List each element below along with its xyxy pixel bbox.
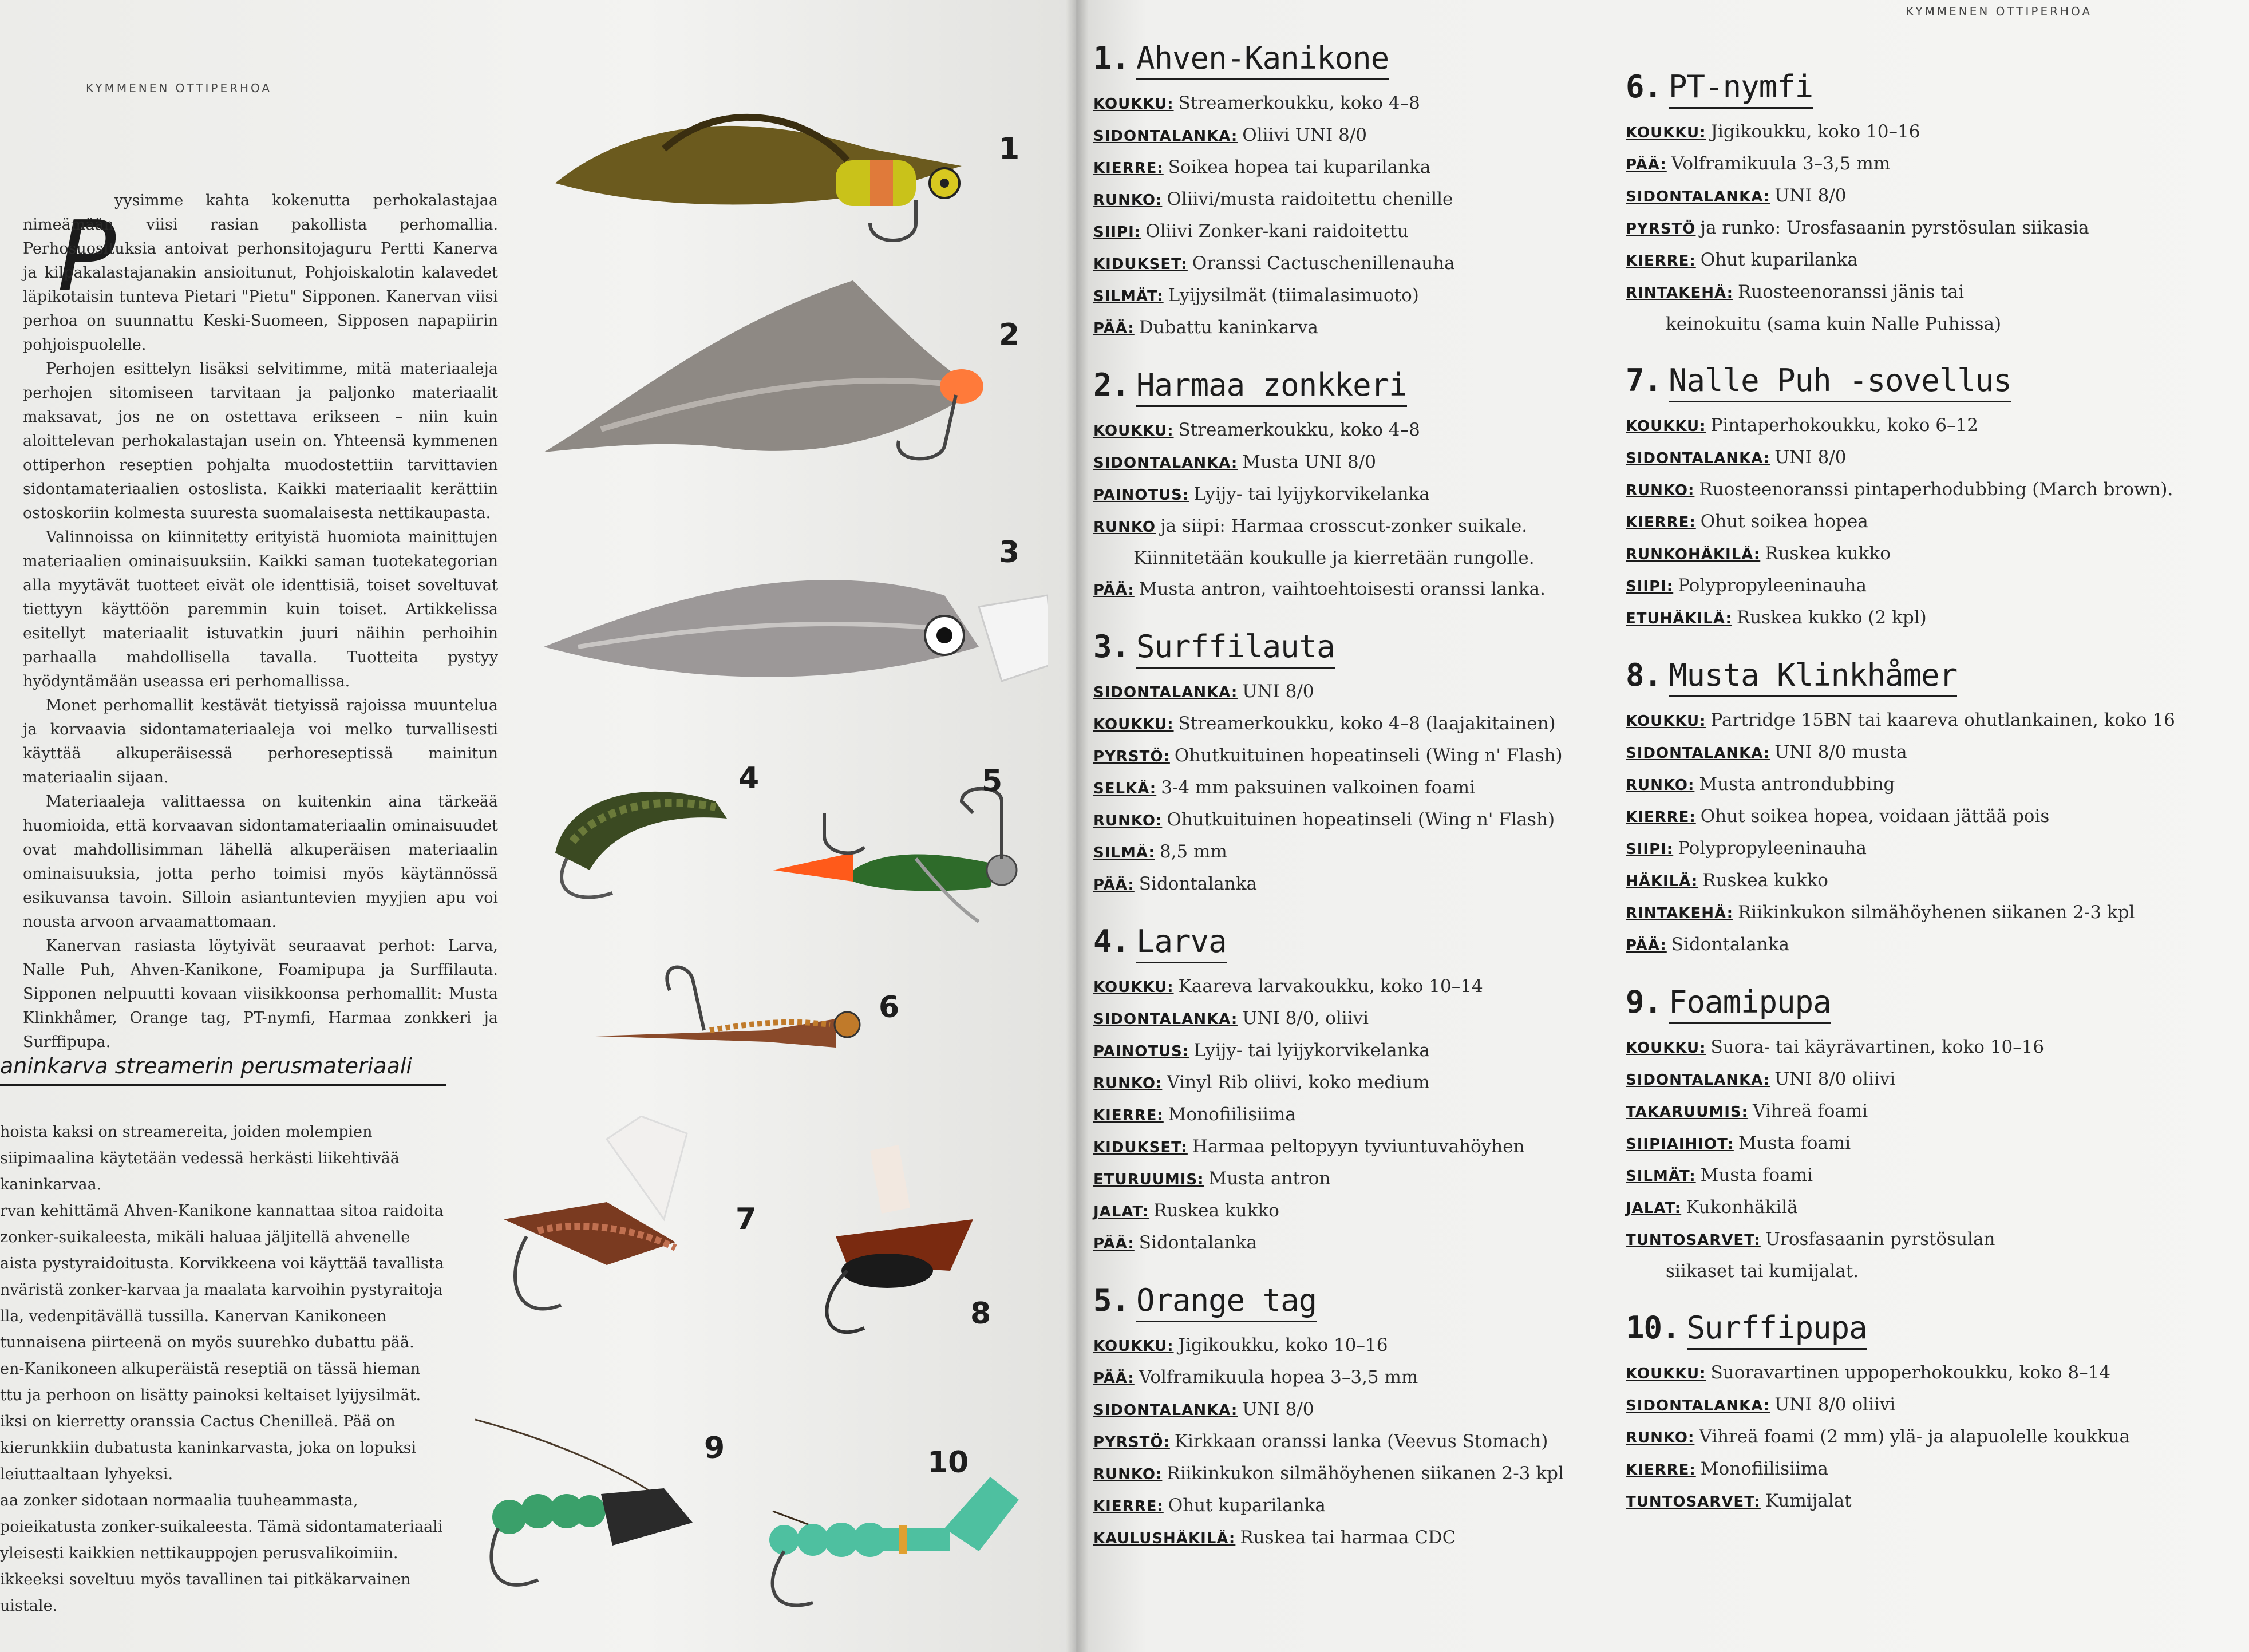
fly-number-4: 4: [738, 761, 760, 796]
recipe-line-label: KIERRE:: [1626, 809, 1696, 826]
recipe-line-text: Ruskea kukko: [1153, 1200, 1279, 1221]
recipe-line-text: Sidontalanka: [1671, 934, 1789, 955]
recipe-line-label: RUNKO:: [1093, 192, 1163, 209]
recipe-line-label: TUNTOSARVET:: [1626, 1232, 1761, 1249]
recipe-line: [1626, 180, 2244, 212]
recipe-line: [1626, 1421, 2244, 1453]
recipe-title: [1093, 923, 1626, 959]
recipe-foamipupa: [1626, 984, 2244, 1287]
subsection-paragraph: hoista kaksi on streamereita, joiden molempien siipimaalina käytetään vedessä herkästi liikehtivää kaninkarvaa.: [0, 1123, 400, 1193]
recipe-line: [1626, 1256, 2244, 1287]
fly-photo-1: [550, 63, 996, 246]
recipe-number: 5.: [1093, 1282, 1130, 1318]
recipe-line: [1093, 88, 1626, 120]
recipe-line: [1626, 705, 2244, 737]
recipe-line: [1093, 543, 1626, 574]
subsection-text: [0, 1119, 446, 1619]
recipe-line: [1626, 506, 2244, 538]
recipe-line-label: SIIPI:: [1093, 224, 1141, 241]
recipe-name: Larva: [1136, 923, 1227, 963]
recipe-line-text: siikaset tai kumijalat.: [1666, 1261, 1859, 1282]
recipe-line-label: KAULUSHÄKILÄ:: [1093, 1530, 1236, 1547]
recipe-line-text: Kukonhäkilä: [1686, 1197, 1798, 1218]
recipe-line-label: SIDONTALANKA:: [1093, 455, 1238, 472]
recipe-line-label: RUNKO:: [1626, 482, 1695, 499]
fly-photo-5: [773, 778, 1030, 927]
recipe-line-label: KIERRE:: [1626, 252, 1696, 270]
recipe-line: [1093, 1163, 1626, 1195]
recipe-line-label: SIDONTALANKA:: [1626, 450, 1770, 467]
recipe-line-text: Ohut kuparilanka: [1168, 1495, 1326, 1516]
recipe-line-text: Riikinkukon silmähöyhenen siikanen 2-3 kpl: [1167, 1463, 1564, 1484]
recipe-line-text: Ruskea kukko (2 kpl): [1736, 607, 1927, 628]
recipe-line-label: PAINOTUS:: [1093, 487, 1189, 504]
recipe-line-text: Musta antron: [1208, 1168, 1331, 1189]
recipe-line-text: Polypropyleeninauha: [1678, 575, 1867, 596]
recipe-line-label: PÄÄ:: [1093, 1235, 1135, 1252]
recipe-line: [1626, 801, 2244, 833]
recipe-line-text: 3-4 mm paksuinen valkoinen foami: [1161, 777, 1475, 798]
recipe-title: [1626, 984, 2244, 1020]
recipe-line-text: Streamerkoukku, koko 4–8: [1178, 420, 1420, 440]
recipe-title: [1093, 40, 1626, 76]
recipe-line: [1093, 971, 1626, 1003]
recipe-number: 8.: [1626, 657, 1662, 693]
subsection-title: aninkarva streamerin perusmateriaali: [0, 1053, 446, 1086]
recipe-line-text: UNI 8/0 musta: [1774, 742, 1907, 762]
intro-paragraph: Kanervan rasiasta löytyivät seuraavat perhot: Larva, Nalle Puh, Ahven-Kanikone, Foamipupa ja Surffilauta. Sipponen nelpuutti kovaan viisikkoonsa perhomallit: Musta Klinkhåmer, Orange tag, PT-nymfi, Harmaa zonkkeri ja Surffipupa.: [23, 937, 498, 1051]
recipe-line: [1093, 216, 1626, 248]
fly-photo-4: [532, 761, 738, 910]
recipe-line-text: Monofiilisiima: [1700, 1459, 1828, 1479]
recipe-column-right: [1626, 69, 2244, 1540]
recipe-name: Orange tag: [1136, 1282, 1317, 1322]
recipe-line-text: Lyijysilmät (tiimalasimuoto): [1168, 285, 1419, 306]
recipe-line-text: Monofiilisiima: [1168, 1104, 1296, 1125]
recipe-surffipupa: [1626, 1310, 2244, 1517]
recipe-line-label: SILMÄ:: [1093, 844, 1155, 861]
recipe-line: [1626, 1224, 2244, 1256]
recipe-line-label: PÄÄ:: [1093, 582, 1135, 599]
recipe-line-label: TUNTOSARVET:: [1626, 1493, 1761, 1511]
recipe-surffilauta: [1093, 629, 1626, 900]
recipe-line-text: Ohut soikea hopea, voidaan jättää pois: [1700, 806, 2050, 827]
recipe-line: [1626, 309, 2244, 339]
fly-number-7: 7: [736, 1202, 757, 1236]
recipe-name: Harmaa zonkkeri: [1136, 367, 1407, 407]
recipe-line: [1093, 1195, 1626, 1227]
recipe-line-text: UNI 8/0 oliivi: [1774, 1394, 1896, 1415]
recipe-line-label: SIDONTALANKA:: [1626, 1072, 1770, 1089]
recipe-line: [1093, 1003, 1626, 1035]
recipe-line-label: RUNKO:: [1093, 1075, 1163, 1092]
recipe-line-text: Soikea hopea tai kuparilanka: [1168, 157, 1431, 177]
recipe-title: [1093, 367, 1626, 403]
recipe-number: 6.: [1626, 69, 1662, 105]
fly-photo-6: [595, 956, 870, 1070]
recipe-line-label: PÄÄ:: [1093, 320, 1135, 337]
recipe-line: [1626, 737, 2244, 769]
fly-number-2: 2: [999, 318, 1020, 352]
recipe-line: [1093, 1035, 1626, 1067]
recipe-line-label: SIDONTALANKA:: [1626, 188, 1770, 205]
recipe-line-label: RUNKO:: [1626, 1429, 1695, 1447]
recipe-line-label: RUNKO:: [1626, 777, 1695, 794]
recipe-line-text: Oliivi/musta raidoitettu chenille: [1167, 189, 1453, 210]
recipe-line-label: KIDUKSET:: [1093, 1139, 1188, 1156]
recipe-line: [1093, 1490, 1626, 1522]
recipe-line-text: Streamerkoukku, koko 4–8: [1178, 93, 1420, 113]
recipe-line-label: KOUKKU:: [1626, 1365, 1706, 1382]
recipe-line-label: SIDONTALANKA:: [1626, 745, 1770, 762]
recipe-line-label: SIDONTALANKA:: [1093, 1402, 1238, 1419]
recipe-line-text: Kiinnitetään koukulle ja kierretään rungolle.: [1133, 548, 1535, 568]
recipe-line-text: Volframikuula hopea 3–3,5 mm: [1139, 1367, 1418, 1388]
recipe-line: [1093, 740, 1626, 772]
recipe-line: [1626, 1128, 2244, 1160]
recipe-line-text: Musta antrondubbing: [1699, 774, 1895, 795]
recipe-line: [1093, 804, 1626, 836]
intro-paragraph: Materiaaleja valittaessa on kuitenkin aina tärkeää huomioida, että korvaavan sidontamateriaalin ominaisuudet ovat mahdollisimman lähellä alkuperäisen materiaalin ominaisuuksia, jotta perho toimisi myös käytännössä esikuvansa tavoin. Silloin asiantuntevien myyjien apu voi nousta arvoon arvaamattomaan.: [23, 793, 498, 931]
recipe-line: [1093, 248, 1626, 280]
fly-number-10: 10: [927, 1445, 969, 1480]
fly-number-8: 8: [970, 1297, 991, 1331]
recipe-line-text: Lyijy- tai lyijykorvikelanka: [1193, 484, 1430, 504]
recipe-line-label: PYRSTÖ:: [1093, 1434, 1170, 1451]
recipe-line-label: KIERRE:: [1626, 514, 1696, 531]
recipe-line: [1626, 1485, 2244, 1517]
recipe-line-label: SIIPI:: [1626, 841, 1674, 858]
intro-paragraph: yysimme kahta kokenutta perhokalastajaa nimeämään viisi rasian pakollista perhomallia. Perhosuosituksia antoivat perhonsitojaguru Pertti Kanerva ja kilpakalastajanakin ansioitunut, Pohjoiskalotin kalavedet läpikotaisin tunteva Pietari "Pietu" Sipponen. Kanervan viisi perhoa on suunnattu Keski-Suomeen, Sipposen napapiirin pohjoispuolelle.: [23, 192, 498, 354]
recipe-line: [1093, 574, 1626, 606]
recipe-line: [1093, 184, 1626, 216]
running-head-right: KYMMENEN OTTIPERHOA: [1906, 5, 2093, 18]
recipe-pt-nymfi: [1626, 69, 2244, 339]
recipe-line-label: SIDONTALANKA:: [1093, 128, 1238, 145]
recipe-line-text: Oranssi Cactuschenillenauha: [1192, 253, 1455, 274]
recipe-line: [1093, 511, 1626, 543]
recipe-title: [1626, 1310, 2244, 1346]
recipe-line-text: Urosfasaanin pyrstösulan: [1765, 1229, 1995, 1250]
recipe-line: [1093, 1131, 1626, 1163]
recipe-number: 9.: [1626, 984, 1662, 1020]
recipe-line-label: ETUHÄKILÄ:: [1626, 610, 1732, 627]
recipe-line: [1093, 1458, 1626, 1490]
recipe-line-text: UNI 8/0: [1774, 447, 1847, 468]
recipe-line: [1626, 1453, 2244, 1485]
recipe-line-text: Sidontalanka: [1139, 1232, 1257, 1253]
recipe-line-text: Suora- tai käyrävartinen, koko 10–16: [1710, 1037, 2045, 1057]
recipe-name: Musta Klinkhåmer: [1669, 657, 1957, 697]
intro-paragraph: Valinnoissa on kiinnitetty erityistä huomiota mainittujen materiaalien ominaisuuksiin. Kaikki saman tuotekategorian alla myytävät tuotteet eivät ole identtisiä, toiset soveltuvat tiettyyn käyttöön paremmin kuin toiset. Artikkelissa esitellyt materiaalit istuvatkin juuri näihin perhoihin parhaalla mahdollisella tavalla. Tuotteita pystyy hyödyntämään useassa eri perhomallissa.: [23, 528, 498, 690]
recipe-line: [1626, 410, 2244, 442]
recipe-line-label: SILMÄT:: [1093, 288, 1164, 305]
recipe-line: [1093, 1426, 1626, 1458]
recipe-line-text: Oliivi UNI 8/0: [1242, 125, 1367, 145]
recipe-line-label: SIDONTALANKA:: [1093, 1011, 1238, 1028]
recipe-line: [1626, 769, 2244, 801]
recipe-line: [1626, 833, 2244, 865]
recipe-line: [1626, 1192, 2244, 1224]
recipe-line-text: Dubattu kaninkarva: [1139, 317, 1318, 338]
recipe-harmaa-zonkkeri: [1093, 367, 1626, 606]
recipe-line: [1626, 1096, 2244, 1128]
recipe-line: [1093, 280, 1626, 312]
recipe-line-text: Volframikuula 3–3,5 mm: [1671, 153, 1891, 174]
recipe-line: [1093, 1394, 1626, 1426]
recipe-title: [1626, 362, 2244, 398]
recipe-line-text: Jigikoukku, koko 10–16: [1178, 1335, 1388, 1355]
recipe-line: [1093, 868, 1626, 900]
recipe-line-text: UNI 8/0, oliivi: [1242, 1008, 1369, 1029]
recipe-line-label: KIERRE:: [1093, 1498, 1164, 1515]
recipe-line-label: SIDONTALANKA:: [1093, 684, 1238, 701]
recipe-line-text: Musta antron, vaihtoehtoisesti oranssi lanka.: [1139, 579, 1546, 599]
recipe-line-label: PÄÄ:: [1626, 156, 1667, 173]
recipe-line-label: RUNKO:: [1093, 812, 1163, 829]
recipe-line: [1626, 1389, 2244, 1421]
recipe-line: [1626, 897, 2244, 929]
recipe-line-text: Ruskea kukko: [1702, 870, 1828, 891]
recipe-line-text: Musta foami: [1738, 1133, 1851, 1153]
recipe-line-label: RINTAKEHÄ:: [1626, 905, 1733, 922]
recipe-line: [1626, 148, 2244, 180]
recipe-line-label: SELKÄ:: [1093, 780, 1157, 797]
recipe-line-text: Partridge 15BN tai kaareva ohutlankainen, koko 16: [1710, 710, 2175, 730]
recipe-line: [1626, 570, 2244, 602]
left-page: [0, 0, 1076, 1652]
recipe-line-label: RUNKO:: [1093, 1466, 1163, 1483]
recipe-line-label: RINTAKEHÄ:: [1626, 284, 1733, 302]
recipe-line: [1093, 479, 1626, 511]
page-gutter: [1066, 0, 1089, 1652]
recipe-line-label: KOUKKU:: [1093, 422, 1174, 440]
recipe-line: [1093, 1522, 1626, 1554]
recipe-line-label: PÄÄ:: [1093, 1370, 1135, 1387]
recipe-ahven-kanikone: [1093, 40, 1626, 344]
recipe-line-label: KIERRE:: [1626, 1461, 1696, 1479]
recipe-line-text: Pintaperhokoukku, koko 6–12: [1710, 415, 1978, 436]
recipe-line: [1626, 474, 2244, 506]
recipe-line-text: keinokuitu (sama kuin Nalle Puhissa): [1666, 314, 2002, 334]
recipe-title: [1626, 69, 2244, 105]
fly-photo-9: [475, 1408, 727, 1603]
recipe-line-label: HÄKILÄ:: [1626, 873, 1698, 890]
recipe-line-text: UNI 8/0: [1242, 1399, 1314, 1420]
recipe-line-label: KOUKKU:: [1626, 418, 1706, 435]
recipe-line-text: Ohutkuituinen hopeatinseli (Wing n' Flash): [1167, 809, 1555, 830]
recipe-line-text: Ruskea tai harmaa CDC: [1240, 1527, 1456, 1548]
recipe-line-label: PYRSTÖ:: [1093, 748, 1170, 765]
recipe-name: Nalle Puh -sovellus: [1669, 362, 2011, 402]
recipe-line: [1626, 538, 2244, 570]
recipe-line: [1093, 312, 1626, 344]
recipe-line: [1626, 1031, 2244, 1064]
recipe-number: 2.: [1093, 367, 1130, 403]
recipe-number: 4.: [1093, 923, 1130, 959]
recipe-line-text: Musta foami: [1700, 1165, 1813, 1185]
recipe-larva: [1093, 923, 1626, 1259]
recipe-title: [1626, 657, 2244, 693]
recipe-line-label: SIIPI:: [1626, 578, 1674, 595]
recipe-line-label: TAKARUUMIS:: [1626, 1104, 1749, 1121]
recipe-line: [1093, 1067, 1626, 1099]
recipe-line-label: RUNKOHÄKILÄ:: [1626, 546, 1761, 563]
recipe-line-text: Suoravartinen uppoperhokoukku, koko 8–14: [1710, 1362, 2111, 1383]
recipe-line-text: ja siipi: Harmaa crosscut-zonker suikale.: [1160, 516, 1528, 536]
subsection-paragraph: rvan kehittämä Ahven-Kanikone kannattaa sitoa raidoita zonker-suikaleesta, mikäli haluaa jäljitellä ahvenelle aista pystyraidoitusta. Korvikkeena voi käyttää tavallista nväristä zonker-karvaa ja maalata karvoihin pystyraitoja lla, vedenpitävällä tussilla. Kanervan Kanikoneen tunnaisena piirteenä on myös suurehko dubattu pää.: [0, 1202, 444, 1351]
recipe-line: [1093, 120, 1626, 152]
recipe-line-text: Kirkkaan oranssi lanka (Veevus Stomach): [1174, 1431, 1548, 1452]
recipe-line-text: Riikinkukon silmähöyhenen siikanen 2-3 kpl: [1737, 902, 2135, 923]
right-page: [1076, 0, 2249, 1652]
recipe-name: Surffipupa: [1687, 1310, 1867, 1350]
recipe-line-text: Sidontalanka: [1139, 874, 1257, 894]
recipe-line-text: Ruskea kukko: [1765, 543, 1891, 564]
recipe-nalle-puh-sovellus: [1626, 362, 2244, 634]
recipe-musta-klinkh-mer: [1626, 657, 2244, 961]
recipe-line-text: Vihreä foami: [1753, 1101, 1868, 1121]
recipe-line-text: Ohutkuituinen hopeatinseli (Wing n' Flash): [1174, 745, 1563, 766]
recipe-line: [1093, 1099, 1626, 1131]
recipe-line-text: Jigikoukku, koko 10–16: [1710, 121, 1920, 142]
recipe-line: [1626, 442, 2244, 474]
recipe-line-label: SIDONTALANKA:: [1626, 1397, 1770, 1414]
recipe-line-text: Lyijy- tai lyijykorvikelanka: [1193, 1040, 1430, 1061]
recipe-line: [1626, 1357, 2244, 1389]
recipe-line: [1626, 116, 2244, 148]
recipe-line: [1626, 1064, 2244, 1096]
recipe-number: 10.: [1626, 1310, 1680, 1346]
recipe-line: [1093, 446, 1626, 479]
recipe-line-label: SILMÄT:: [1626, 1168, 1696, 1185]
recipe-line: [1626, 244, 2244, 276]
recipe-line-label: KIERRE:: [1093, 1107, 1164, 1124]
recipe-name: Foamipupa: [1669, 984, 1831, 1024]
fly-photo-10: [750, 1465, 1025, 1637]
recipe-line-label: JALAT:: [1093, 1203, 1149, 1220]
recipe-line: [1093, 772, 1626, 804]
recipe-line: [1626, 1160, 2244, 1192]
recipe-line-label: JALAT:: [1626, 1200, 1682, 1217]
intro-paragraph: Perhojen esittelyn lisäksi selvitimme, mitä materiaaleja perhojen sitomiseen tarvitaan ja paljonko materiaalit maksavat, jos ne on ostettava erikseen – niin kuin aloittelevan perhokalastajan usein on. Yhteensä kymmenen ottiperhon reseptien pohjalta muodostettiin tarvittavien sidontamateriaalien ostoslista. Kaikki materiaalit kerättiin ostoskoriin kolmesta suuresta suomalaisesta nettikaupasta.: [23, 360, 498, 522]
recipe-line: [1626, 602, 2244, 634]
recipe-line-label: KIDUKSET:: [1093, 256, 1188, 273]
recipe-title: [1093, 629, 1626, 665]
recipe-line-text: Oliivi Zonker-kani raidoitettu: [1145, 221, 1409, 242]
recipe-line-label: KOUKKU:: [1626, 124, 1706, 141]
recipe-line: [1093, 708, 1626, 740]
recipe-line-label: PÄÄ:: [1093, 876, 1135, 894]
recipe-line-label: RUNKO: [1093, 519, 1156, 536]
recipe-line: [1093, 836, 1626, 868]
fly-photo-3: [544, 532, 1048, 704]
recipe-name: PT-nymfi: [1669, 69, 1813, 109]
recipe-line-text: Ohut soikea hopea: [1700, 511, 1868, 532]
drop-cap: P: [57, 200, 116, 314]
recipe-name: Surffilauta: [1136, 629, 1335, 669]
subsection-paragraph: en-Kanikoneen alkuperäistä reseptiä on tässä hieman ttu ja perhoon on lisätty painoksi keltaiset lyijysilmät. iksi on kierretty oranssia Cactus Chenilleä. Pää on kierunkkiin dubatusta kaninkarvasta, joka on lopuksi leiuttaaltaan lyhyeksi.: [0, 1360, 421, 1483]
recipe-line: [1626, 276, 2244, 309]
running-head-left: KYMMENEN OTTIPERHOA: [86, 81, 272, 95]
recipe-number: 3.: [1093, 629, 1130, 665]
recipe-line-label: ETURUUMIS:: [1093, 1171, 1204, 1188]
fly-number-1: 1: [999, 132, 1020, 166]
intro-paragraph: Monet perhomallit kestävät tietyissä rajoissa muuntelua ja korvaavia sidontamateriaaleja voi melko turvallisesti käyttää alkuperäisessä perhoreseptissä mainitun materiaalin sijaan.: [23, 697, 498, 787]
recipe-line: [1093, 152, 1626, 184]
recipe-line: [1626, 865, 2244, 897]
recipe-title: [1093, 1282, 1626, 1318]
fly-number-6: 6: [879, 990, 900, 1025]
fly-number-9: 9: [704, 1431, 725, 1465]
recipe-line-text: Ruosteenoranssi pintaperhodubbing (March brown).: [1699, 479, 2173, 500]
recipe-line-text: ja runko: Urosfasaanin pyrstösulan siikasia: [1700, 218, 2089, 238]
recipe-line: [1093, 1330, 1626, 1362]
recipe-line-text: Vihreä foami (2 mm) ylä- ja alapuolelle koukkua: [1699, 1426, 2131, 1447]
recipe-line-text: UNI 8/0 oliivi: [1774, 1069, 1896, 1089]
recipe-line: [1626, 212, 2244, 244]
recipe-name: Ahven-Kanikone: [1136, 40, 1389, 80]
recipe-line-text: 8,5 mm: [1159, 841, 1227, 862]
recipe-line-label: PÄÄ:: [1626, 937, 1667, 954]
fly-photo-2: [544, 258, 1013, 475]
recipe-line: [1093, 1227, 1626, 1259]
recipe-line-text: Ruosteenoranssi jänis tai: [1737, 282, 1965, 302]
recipe-line-text: Ohut kuparilanka: [1700, 250, 1858, 270]
recipe-line: [1626, 929, 2244, 961]
subsection-paragraph: aa zonker sidotaan normaalia tuuheammasta, poieikatusta zonker-suikaleesta. Tämä sidontamateriaali yleisesti kaikkien nettikauppojen perusvalikoimiin. ikkeeksi soveltuu myös tavallinen tai pitkäkarvainen uistale.: [0, 1492, 443, 1615]
recipe-line-label: SIIPIAIHIOT:: [1626, 1136, 1734, 1153]
recipe-line-label: PYRSTÖ: [1626, 220, 1696, 238]
recipe-orange-tag: [1093, 1282, 1626, 1554]
fly-number-5: 5: [982, 764, 1003, 799]
intro-text: [23, 189, 498, 1054]
recipe-line-label: KIERRE:: [1093, 160, 1164, 177]
recipe-number: 1.: [1093, 40, 1130, 76]
recipe-line-label: KOUKKU:: [1093, 1338, 1174, 1355]
recipe-line: [1093, 676, 1626, 708]
recipe-line: [1093, 1362, 1626, 1394]
recipe-column-left: [1093, 40, 1626, 1577]
recipe-line-label: KOUKKU:: [1093, 716, 1174, 733]
fly-number-3: 3: [999, 535, 1020, 570]
fly-photo-7: [492, 1116, 744, 1345]
recipe-line-text: Harmaa peltopyyn tyviuntuvahöyhen: [1192, 1136, 1525, 1157]
recipe-line-text: Streamerkoukku, koko 4–8 (laajakitainen): [1178, 713, 1556, 734]
recipe-line-label: KOUKKU:: [1626, 1040, 1706, 1057]
recipe-number: 7.: [1626, 362, 1662, 398]
recipe-line-label: KOUKKU:: [1093, 96, 1174, 113]
recipe-line-text: Polypropyleeninauha: [1678, 838, 1867, 859]
recipe-line-text: Vinyl Rib oliivi, koko medium: [1167, 1072, 1430, 1093]
recipe-line-text: Kaareva larvakoukku, koko 10–14: [1178, 976, 1483, 997]
recipe-line-label: KOUKKU:: [1093, 979, 1174, 996]
recipe-line-text: Kumijalat: [1765, 1491, 1852, 1511]
recipe-line-label: KOUKKU:: [1626, 713, 1706, 730]
recipe-line-text: Musta UNI 8/0: [1242, 452, 1376, 472]
recipe-line-text: UNI 8/0: [1242, 681, 1314, 702]
recipe-line: [1093, 414, 1626, 446]
recipe-line-text: UNI 8/0: [1774, 185, 1847, 206]
recipe-line-label: PAINOTUS:: [1093, 1043, 1189, 1060]
